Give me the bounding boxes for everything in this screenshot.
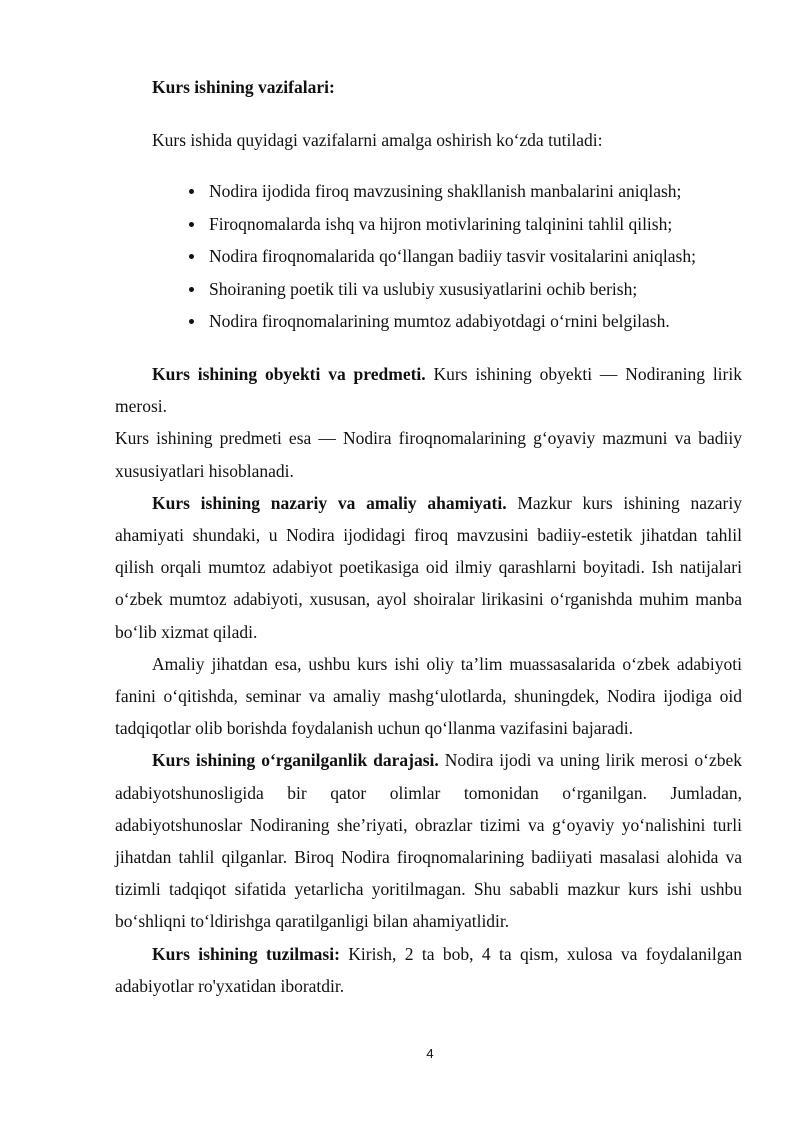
- list-item: Nodira firoqnomalarida qo‘llangan badiiy tasvir vositalarini aniqlash;: [188, 245, 758, 267]
- list-item: Nodira firoqnomalarining mumtoz adabiyotdagi o‘rnini belgilash.: [188, 310, 758, 332]
- significance-paragraph: [115, 487, 742, 648]
- structure-text: Kirish, 2 ta bob, 4 ta qism, xulosa va foydalanilgan adabiyotlar ro'yxatidan iboratdir.: [115, 943, 742, 996]
- page-number: 4: [426, 1046, 434, 1061]
- significance-title: Kurs ishining nazariy va amaliy ahamiyati.: [152, 492, 507, 513]
- object-paragraph: [115, 358, 742, 422]
- tasks-heading: Kurs ishining vazifalari:: [152, 77, 335, 97]
- structure-title: Kurs ishining tuzilmasi:: [152, 943, 340, 964]
- study-degree-paragraph: [115, 744, 742, 937]
- object-text: Kurs ishining obyekti — Nodiraning lirik merosi.: [115, 364, 742, 417]
- tasks-intro: Kurs ishida quyidagi vazifalarni amalga oshirish ko‘zda tutiladi:: [152, 130, 603, 150]
- study-degree-text: Nodira ijodi va uning lirik merosi o‘zbek adabiyotshunosligida bir qator olimlar tomonidan o‘rganilgan. Jumladan, adabiyotshunoslar Nodiraning she’riyati, obrazlar tizimi va g‘oyaviy yo‘nalishini turli jihatdan tahlil qilganlar. Biroq Nodira firoqnomalarining badiiyati masalasi alohida va tizimli tadqiqot sifatida yetarlicha yoritilmagan. Shu sababli mazkur kurs ishi ushbu bo‘shliqni to‘ldirishga qaratilganligi bilan ahamiyatlidir.: [115, 750, 742, 932]
- list-item: Shoiraning poetik tili va uslubiy xususiyatlarini ochib berish;: [188, 278, 758, 300]
- tasks-list: [188, 180, 758, 343]
- list-item: Nodira ijodida firoq mavzusining shakllanish manbalarini aniqlash;: [188, 180, 758, 202]
- subject-paragraph: Kurs ishining predmeti esa — Nodira firoqnomalarining g‘oyaviy mazmuni va badiiy xususiyatlari hisoblanadi.: [115, 428, 742, 481]
- structure-paragraph: [115, 938, 742, 1002]
- practical-paragraph: Amaliy jihatdan esa, ushbu kurs ishi oliy ta’lim muassasalarida o‘zbek adabiyoti fanini o‘qitishda, seminar va amaliy mashg‘ulotlarda, shuningdek, Nodira ijodiga oid tadqiqotlar olib borishda foydalanish uchun qo‘llanma vazifasini bajaradi.: [115, 653, 742, 739]
- study-degree-title: Kurs ishining o‘rganilganlik darajasi.: [152, 750, 439, 771]
- list-item: Firoqnomalarda ishq va hijron motivlarining talqinini tahlil qilish;: [188, 213, 758, 235]
- significance-text: Mazkur kurs ishining nazariy ahamiyati shundaki, u Nodira ijodidagi firoq mavzusini badiiy-estetik jihatdan tahlil qilish orqali mumtoz adabiyot poetikasiga oid ilmiy qarashlarni boyitadi. Ish natijalari o‘zbek mumtoz adabiyoti, xususan, ayol shoiralar lirikasini o‘rganishda muhim manba bo‘lib xizmat qiladi.: [115, 492, 742, 642]
- object-title: Kurs ishining obyekti va predmeti.: [152, 364, 426, 384]
- body-text: [115, 358, 742, 1002]
